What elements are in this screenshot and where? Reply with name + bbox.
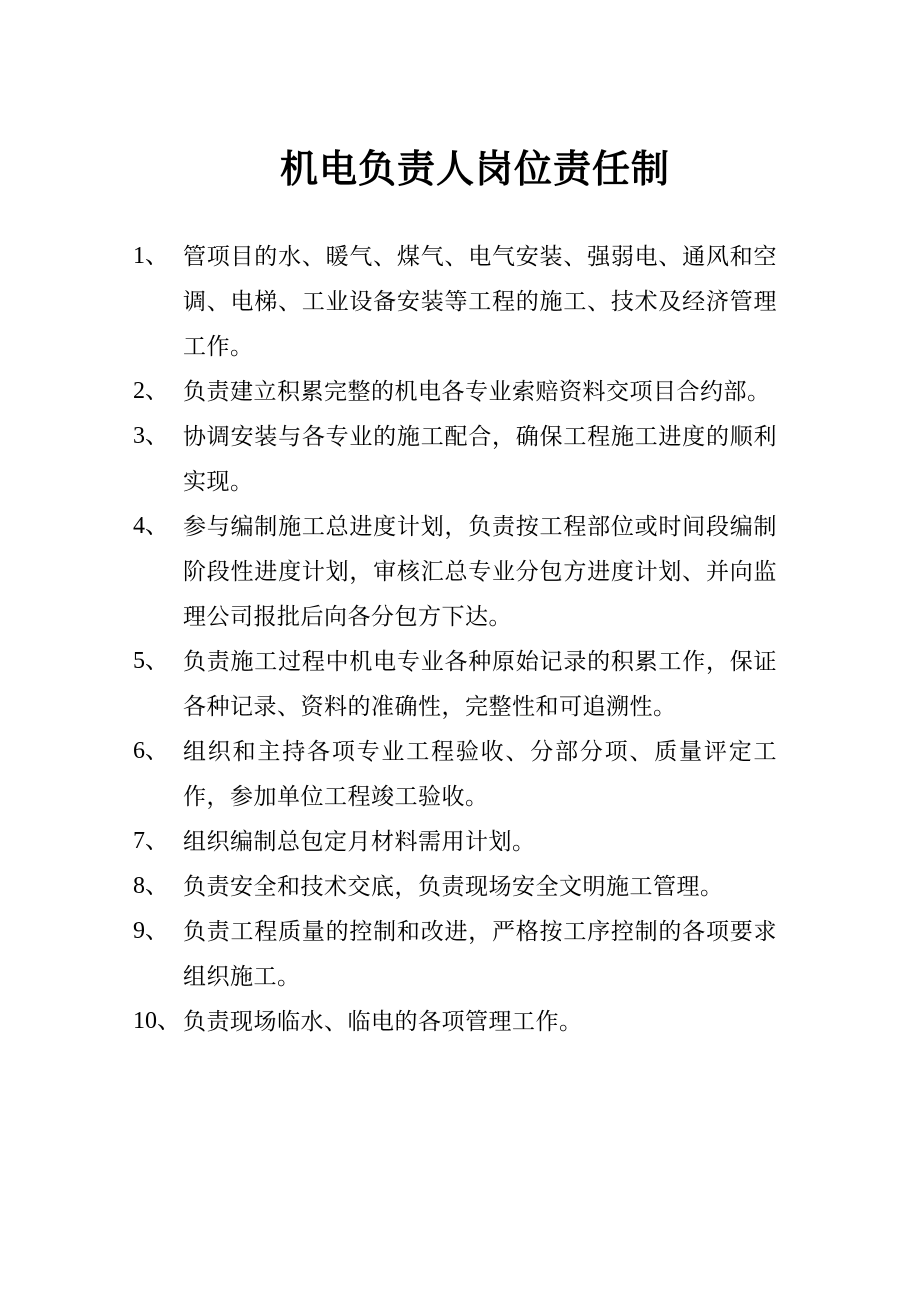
item-number: 9、 [133, 918, 169, 944]
list-item [0, 369, 920, 414]
item-number: 3、 [133, 423, 169, 449]
item-text: 负责现场临水、临电的各项管理工作。 [183, 1009, 583, 1034]
item-text: 组织和主持各项专业工程验收、分部分项、质量评定工作，参加单位工程竣工验收。 [183, 739, 777, 809]
item-text: 协调安装与各专业的施工配合，确保工程施工进度的顺利实现。 [183, 424, 777, 494]
item-list [0, 234, 920, 1044]
item-text: 负责施工过程中机电专业各种原始记录的积累工作，保证各种记录、资料的准确性，完整性和可追溯性。 [183, 649, 777, 719]
item-number: 2、 [133, 378, 169, 404]
item-text: 负责安全和技术交底，负责现场安全文明施工管理。 [183, 874, 724, 899]
list-item [0, 819, 920, 864]
item-text: 组织编制总包定月材料需用计划。 [183, 829, 536, 854]
list-item [0, 414, 920, 504]
list-item [0, 639, 920, 729]
item-number: 10、 [133, 1008, 181, 1034]
item-text: 负责工程质量的控制和改进，严格按工序控制的各项要求组织施工。 [183, 919, 777, 989]
list-item [0, 999, 920, 1044]
item-number: 7、 [133, 828, 169, 854]
item-number: 8、 [133, 873, 169, 899]
list-item [0, 729, 920, 819]
item-number: 1、 [133, 243, 169, 269]
item-number: 6、 [133, 738, 169, 764]
list-item [0, 909, 920, 999]
list-item [0, 864, 920, 909]
item-text: 参与编制施工总进度计划，负责按工程部位或时间段编制阶段性进度计划，审核汇总专业分包方进度计划、并向监理公司报批后向各分包方下达。 [183, 514, 777, 629]
item-text: 管项目的水、暖气、煤气、电气安装、强弱电、通风和空调、电梯、工业设备安装等工程的施工、技术及经济管理工作。 [183, 244, 777, 359]
list-item [0, 234, 920, 369]
item-number: 5、 [133, 648, 169, 674]
list-item [0, 504, 920, 639]
item-text: 负责建立积累完整的机电各专业索赔资料交项目合约部。 [183, 379, 771, 404]
item-number: 4、 [133, 513, 169, 539]
page-title: 机电负责人岗位责任制 [279, 149, 670, 191]
